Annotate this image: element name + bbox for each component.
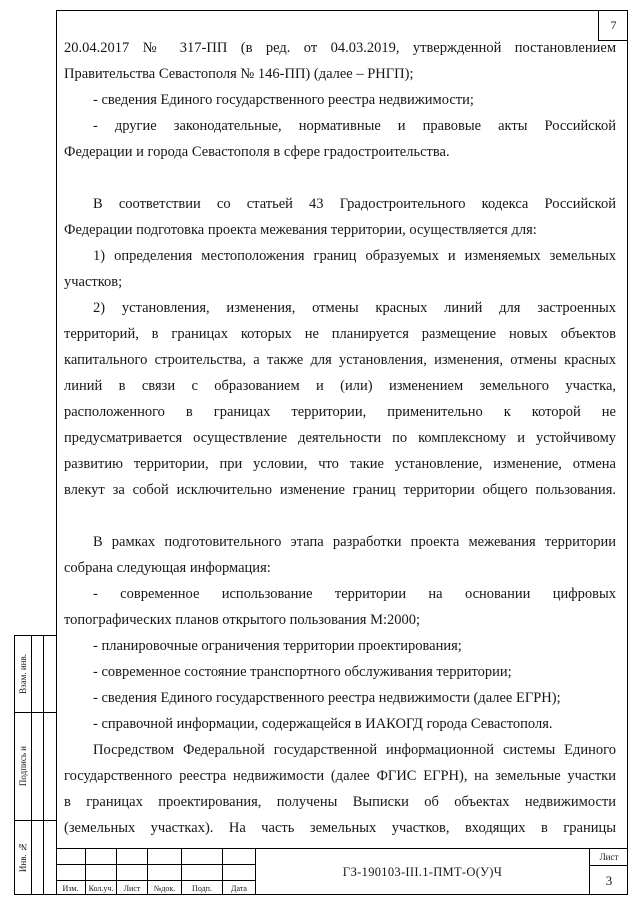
- paragraph: [64, 659, 616, 685]
- paragraph: [64, 113, 616, 165]
- column-label-date: Дата: [223, 881, 256, 895]
- text-line: Федерации подготовка проекта межевания территории, осуществляется для:: [64, 222, 537, 238]
- approval-stamp: [14, 635, 56, 895]
- revision-cell: [182, 865, 223, 881]
- text-line: - планировочные ограничения территории проектирования;: [93, 638, 462, 654]
- sheet-label: Лист: [590, 849, 628, 866]
- stamp-cell: [44, 636, 56, 713]
- text-line: 20.04.2017 № 317-ПП (в ред. от 04.03.2019, утвержденной постановлением: [64, 40, 616, 56]
- text-line: расположенного в границах территории, применительно к которой не: [64, 404, 616, 420]
- stamp-label-cell: [15, 821, 32, 894]
- revision-cell: [148, 849, 182, 865]
- stamp-cell: [32, 821, 44, 894]
- text-line: Посредством Федеральной государственной информационной системы Единого: [93, 742, 616, 758]
- text-line: (земельных участках). На часть земельных участков, входящих в границы: [64, 820, 616, 836]
- text-line: участков;: [64, 274, 123, 290]
- page-number: 7: [610, 17, 617, 32]
- revision-cell: [86, 849, 117, 865]
- text-line: Федерации и города Севастополя в сфере градостроительства.: [64, 144, 450, 160]
- paragraph: [64, 737, 616, 841]
- paragraph: [64, 529, 616, 581]
- paragraph-spacer: [64, 165, 616, 191]
- stamp-cell: [32, 636, 44, 713]
- text-line: В соответствии со статьей 43 Градостроительного кодекса Российской: [93, 196, 616, 212]
- column-label-change: Изм.: [56, 881, 86, 895]
- paragraph: [64, 87, 616, 113]
- revision-cell: [148, 865, 182, 881]
- stamp-cell: [44, 713, 56, 821]
- stamp-label-replacement-inventory: Взам. инв.: [18, 654, 28, 694]
- paragraph-spacer: [64, 503, 616, 529]
- column-label-sheet: Лист: [117, 881, 148, 895]
- paragraph: [64, 711, 616, 737]
- text-line: влекут за собой исключительно изменение границ территории общего пользования.: [64, 482, 616, 498]
- revision-cell: [117, 865, 148, 881]
- title-block: [56, 848, 628, 895]
- body-text: [64, 35, 616, 841]
- text-line: развитию территории, при условии, что такие установление, изменение, отмена: [64, 456, 616, 472]
- text-line: - современное состояние транспортного обслуживания территории;: [93, 664, 512, 680]
- revision-cell: [182, 849, 223, 865]
- text-line: предусматривается осуществление деятельности по комплексному и устойчивому: [64, 430, 616, 446]
- document-designation: ГЗ-190103-III.1-ПМТ-О(У)Ч: [256, 849, 590, 895]
- text-line: собрана следующая информация:: [64, 560, 271, 576]
- stamp-label-inventory-number: Инв. №: [18, 842, 28, 873]
- text-line: топографических планов открытого пользования М:2000;: [64, 612, 421, 628]
- text-line: линий в связи с образованием и (или) изменением земельного участка,: [64, 378, 616, 394]
- sheet-cell: [590, 849, 628, 895]
- stamp-label-cell: [15, 636, 32, 713]
- text-line: территорий, в границах которых не планируется размещение новых объектов: [64, 326, 616, 342]
- text-line: - справочной информации, содержащейся в ИАКОГД города Севастополя.: [93, 716, 553, 732]
- text-line: 2) установления, изменения, отмены красных линий для застроенных: [93, 300, 616, 316]
- paragraph: [64, 633, 616, 659]
- revision-cell: [223, 849, 256, 865]
- paragraph: [64, 581, 616, 633]
- column-label-count: Кол.уч.: [86, 881, 117, 895]
- text-line: В рамках подготовительного этапа разработки проекта межевания территории: [93, 534, 616, 550]
- sheet-number: 3: [605, 872, 613, 888]
- revision-cell: [86, 865, 117, 881]
- paragraph: [64, 685, 616, 711]
- revision-cell: [117, 849, 148, 865]
- revision-cell: [223, 865, 256, 881]
- revision-cell: [56, 849, 86, 865]
- text-line: капитального строительства, а также для установления, изменения, отмены красных: [64, 352, 616, 368]
- paragraph: [64, 295, 616, 503]
- paragraph: [64, 191, 616, 243]
- text-line: государственного реестра недвижимости (далее ФГИС ЕГРН), на земельные участки: [64, 768, 616, 784]
- stamp-label-cell: [15, 713, 32, 821]
- text-line: 1) определения местоположения границ образуемых и изменяемых земельных: [93, 248, 616, 264]
- text-line: Правительства Севастополя № 146-ПП) (далее – РНГП);: [64, 66, 414, 82]
- text-line: в границах проектирования, получены Выписки об объектах недвижимости: [64, 794, 616, 810]
- stamp-cell: [32, 713, 44, 821]
- text-line: - другие законодательные, нормативные и правовые акты Российской: [93, 118, 616, 134]
- text-line: - сведения Единого государственного реестра недвижимости;: [93, 92, 474, 108]
- stamp-cell: [44, 821, 56, 894]
- text-line: - современное использование территории на основании цифровых: [93, 586, 616, 602]
- stamp-label-signature: Подпись и: [18, 746, 28, 787]
- revision-cell: [56, 865, 86, 881]
- text-line: - сведения Единого государственного реестра недвижимости (далее ЕГРН);: [93, 690, 561, 706]
- column-label-doc-number: №док.: [148, 881, 182, 895]
- paragraph: [64, 35, 616, 87]
- column-label-signature: Подп.: [182, 881, 223, 895]
- paragraph: [64, 243, 616, 295]
